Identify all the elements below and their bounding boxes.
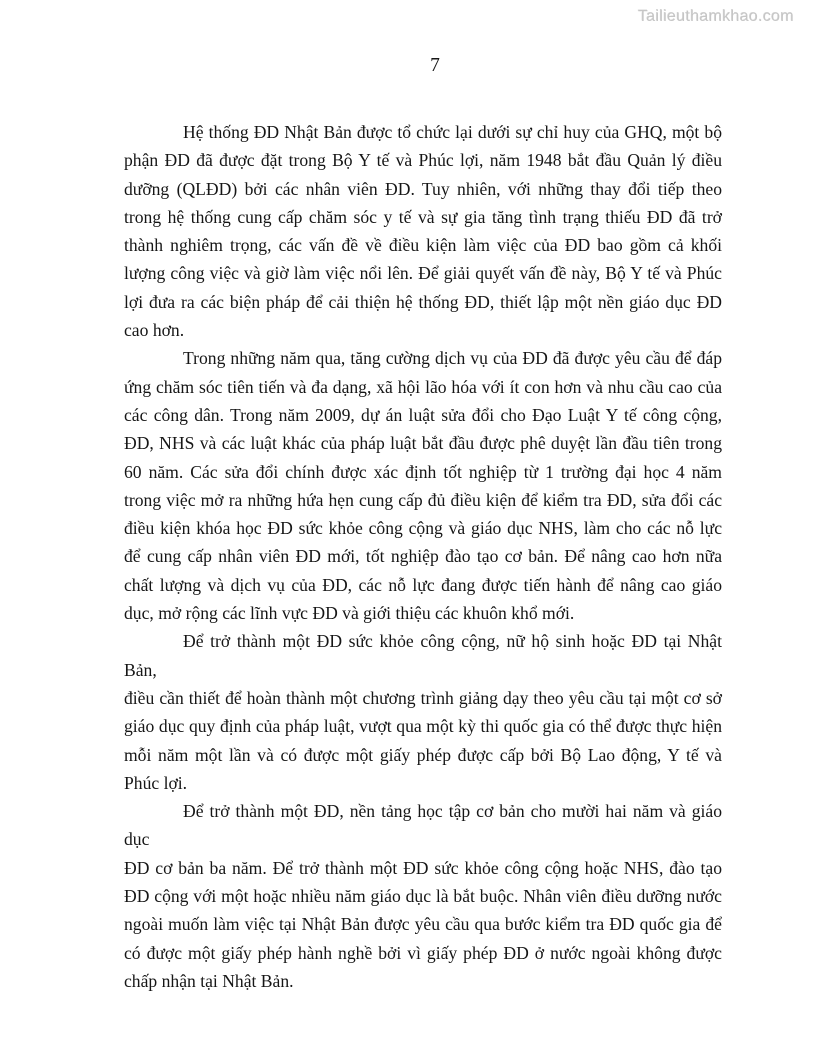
watermark: Tailieuthamkhao.com: [638, 8, 794, 25]
text-line: điều cần thiết để hoàn thành một chương trình giảng dạy theo yêu cầu tại một cơ sở: [124, 687, 722, 708]
paragraph: [124, 118, 722, 344]
text-line: dục, mở rộng các lĩnh vực ĐD và giới thiệu các khuôn khổ mới.: [124, 603, 575, 624]
text-line: chất lượng và dịch vụ của ĐD, các nỗ lực đang được tiến hành để nâng cao giáo: [124, 574, 722, 595]
text-line: điều kiện khóa học ĐD sức khỏe công cộng và giáo dục NHS, làm cho các nỗ lực: [124, 518, 722, 539]
paragraph: [124, 344, 722, 627]
text-line: Trong những năm qua, tăng cường dịch vụ của ĐD đã được yêu cầu để đáp: [183, 348, 722, 369]
text-line: ĐD, NHS và các luật khác của pháp luật bắt đầu được phê duyệt lần đầu tiên trong: [124, 433, 722, 454]
text-line: để cung cấp nhân viên ĐD mới, tốt nghiệp đào tạo cơ bản. Để nâng cao hơn nữa: [124, 546, 722, 567]
text-line: trong việc mở ra những hứa hẹn cung cấp đủ điều kiện để kiểm tra ĐD, sửa đổi các: [124, 489, 722, 510]
text-line: ứng chăm sóc tiên tiến và đa dạng, xã hội lão hóa với ít con hơn và nhu cầu cao của: [124, 376, 722, 397]
text-line: Để trở thành một ĐD sức khỏe công cộng, nữ hộ sinh hoặc ĐD tại Nhật Bản,: [124, 631, 722, 680]
document-body: [124, 118, 722, 995]
text-line: phận ĐD đã được đặt trong Bộ Y tế và Phúc lợi, năm 1948 bắt đầu Quản lý điều: [124, 150, 722, 171]
text-line: Hệ thống ĐD Nhật Bản được tổ chức lại dưới sự chỉ huy của GHQ, một bộ: [183, 122, 722, 142]
paragraph: [124, 797, 722, 995]
text-line: lợi đưa ra các biện pháp để cải thiện hệ thống ĐD, thiết lập một nền giáo dục ĐD: [124, 291, 722, 312]
text-line: giáo dục quy định của pháp luật, vượt qua một kỳ thi quốc gia có thể được thực hiện: [124, 716, 722, 737]
text-line: thành nghiêm trọng, các vấn đề về điều kiện làm việc của ĐD bao gồm cả khối: [124, 235, 722, 256]
text-line: ngoài muốn làm việc tại Nhật Bản được yêu cầu qua bước kiểm tra ĐD quốc gia để: [124, 914, 722, 935]
text-line: ĐD cơ bản ba năm. Để trở thành một ĐD sức khỏe công cộng hoặc NHS, đào tạo: [124, 857, 722, 878]
text-line: Phúc lợi.: [124, 772, 188, 793]
text-line: Để trở thành một ĐD, nền tảng học tập cơ bản cho mười hai năm và giáo dục: [124, 801, 722, 850]
text-line: mỗi năm một lần và có được một giấy phép được cấp bởi Bộ Lao động, Y tế và: [124, 744, 722, 765]
text-line: lượng công việc và giờ làm việc nổi lên. Để giải quyết vấn đề này, Bộ Y tế và Phúc: [124, 263, 722, 284]
text-line: cao hơn.: [124, 320, 185, 341]
text-line: chấp nhận tại Nhật Bản.: [124, 970, 294, 991]
text-line: có được một giấy phép hành nghề bởi vì giấy phép ĐD ở nước ngoài không được: [124, 942, 722, 963]
text-line: trong hệ thống cung cấp chăm sóc y tế và sự gia tăng tình trạng thiếu ĐD đã trở: [124, 206, 722, 227]
paragraph: [124, 627, 722, 797]
page-number: 7: [430, 55, 440, 76]
text-line: ĐD cộng với một hoặc nhiều năm giáo dục là bắt buộc. Nhân viên điều dưỡng nước: [124, 886, 722, 907]
text-line: 60 năm. Các sửa đổi chính được xác định tốt nghiệp từ 1 trường đại học 4 năm: [124, 461, 722, 482]
text-line: các công dân. Trong năm 2009, dự án luật sửa đổi cho Đạo Luật Y tế công cộng,: [124, 404, 722, 425]
text-line: dưỡng (QLĐD) bởi các nhân viên ĐD. Tuy nhiên, với những thay đổi tiếp theo: [124, 178, 722, 199]
